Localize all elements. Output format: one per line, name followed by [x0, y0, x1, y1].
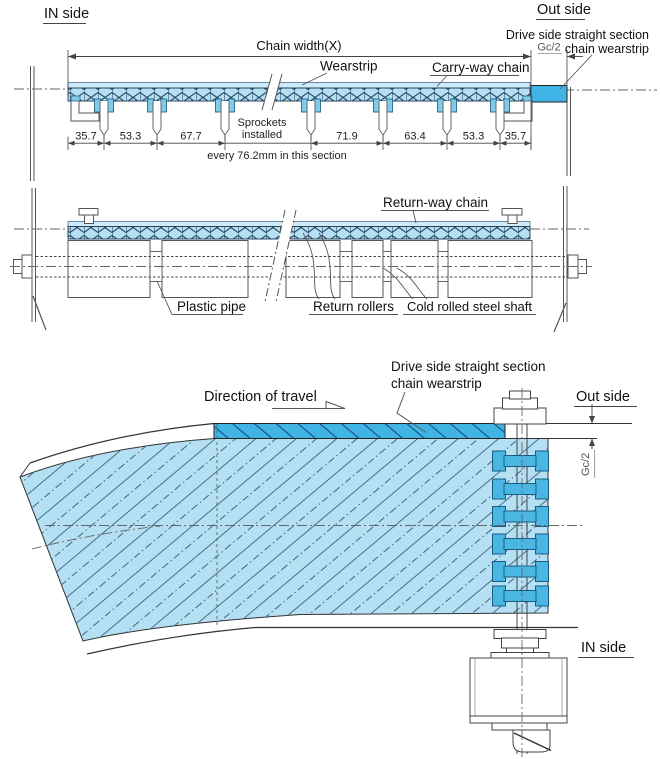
sprocket: [536, 562, 549, 582]
right-frame-post: [564, 186, 568, 322]
left-frame-post: [31, 66, 35, 181]
label-out-side: Out side: [537, 2, 591, 18]
direction-arrow-head: [326, 402, 345, 409]
dim-label: 67.7: [180, 130, 202, 143]
top-bearing-cap: [510, 391, 531, 399]
chain-clip-right: [502, 209, 522, 216]
label-cold-rolled-shaft: Cold rolled steel shaft: [407, 299, 533, 314]
drive-side-wearstrip: [531, 86, 567, 103]
sprocket: [536, 534, 549, 554]
top-bearing-step: [503, 398, 538, 409]
drive-wearstrip-leader: [560, 55, 592, 89]
sprocket: [536, 586, 549, 606]
left-post-foot: [33, 296, 46, 330]
sprocket-hub: [504, 591, 536, 602]
wearstrip-strip: [68, 83, 530, 89]
label-return-rollers: Return rollers: [313, 299, 395, 314]
hanger-arm: [100, 101, 108, 135]
label-gc2: Gc/2: [537, 41, 561, 54]
label-chain-width: Chain width(X): [256, 38, 342, 53]
label-gc2: Gc/2: [580, 452, 592, 476]
top-bearing: [494, 408, 546, 424]
sprocket: [536, 507, 549, 527]
return-way-chain-band: [68, 227, 530, 240]
return-roller: [162, 241, 248, 298]
label-drive-side-2: chain wearstrip: [391, 376, 482, 391]
label-plastic-pipe: Plastic pipe: [177, 299, 247, 314]
sprocket-hub: [504, 539, 536, 550]
arrow: [68, 54, 76, 60]
motor-step: [492, 723, 547, 730]
hanger-arm: [443, 101, 451, 135]
arrow: [589, 439, 595, 447]
sprocket-hangers: [95, 99, 510, 141]
right-post-foot: [554, 303, 566, 332]
label-sprockets-2: installed: [241, 129, 283, 141]
return-wearstrip: [68, 222, 530, 227]
sprocket-hub: [504, 511, 536, 522]
bottom-bearing: [494, 630, 546, 639]
chain-clip-left: [79, 209, 98, 216]
dim-label: 53.3: [119, 130, 142, 143]
hanger-arm: [379, 101, 387, 135]
motor-body: [470, 658, 567, 716]
hanger-arm: [307, 101, 315, 135]
label-carry-way-chain: Carry-way chain: [432, 60, 530, 75]
label-pitch-note: every 76.2mm in this section: [207, 150, 347, 162]
label-drive-side-2: chain wearstrip: [564, 42, 649, 56]
chain-clip-right-stem: [508, 215, 517, 224]
dim-label: 71.9: [336, 130, 358, 143]
dim-label: 53.3: [462, 130, 485, 143]
label-in-side: IN side: [581, 640, 627, 656]
return-roller: [352, 241, 383, 298]
label-sprockets-1: Sprockets: [237, 117, 287, 129]
sprocket-hub: [504, 566, 536, 577]
arrow: [523, 54, 531, 60]
motor-base: [470, 716, 567, 723]
chain-clip-left-stem: [85, 215, 94, 224]
pitch-dimensions: [68, 131, 531, 151]
dim-label: 35.7: [504, 130, 527, 143]
sprocket-hub: [504, 456, 536, 467]
hanger-arm: [496, 101, 504, 135]
return-way-side-view: [10, 186, 592, 332]
sprocket: [536, 451, 549, 471]
label-drive-side-1: Drive side straight section: [391, 359, 546, 374]
carry-way-side-view: [14, 2, 657, 181]
hanger-arm: [153, 101, 161, 135]
label-drive-side-1: Drive side straight section: [505, 28, 649, 42]
sprocket: [536, 479, 549, 499]
dim-label: 63.4: [404, 130, 426, 143]
label-in-side: IN side: [44, 6, 90, 22]
label-return-way-chain: Return-way chain: [383, 195, 489, 210]
label-out-side: Out side: [576, 389, 630, 405]
right-frame-post: [567, 87, 571, 176]
plan-view: [20, 359, 637, 757]
return-roller: [448, 241, 532, 298]
dim-label: 35.7: [75, 130, 97, 143]
return-roller: [286, 241, 340, 298]
left-bracket-clip: [71, 96, 80, 101]
return-rollers-group: [68, 241, 532, 298]
carry-way-chain-band: [68, 88, 530, 101]
label-wearstrip: Wearstrip: [320, 58, 378, 74]
return-roller: [68, 241, 150, 298]
bottom-bearing-step: [502, 638, 539, 648]
belt-hatching: [20, 439, 548, 642]
arrow: [589, 416, 595, 424]
wearstrip-hatching: [214, 424, 505, 439]
sprocket-hub: [504, 484, 536, 495]
hanger-arm: [221, 101, 229, 135]
label-direction: Direction of travel: [204, 389, 317, 405]
